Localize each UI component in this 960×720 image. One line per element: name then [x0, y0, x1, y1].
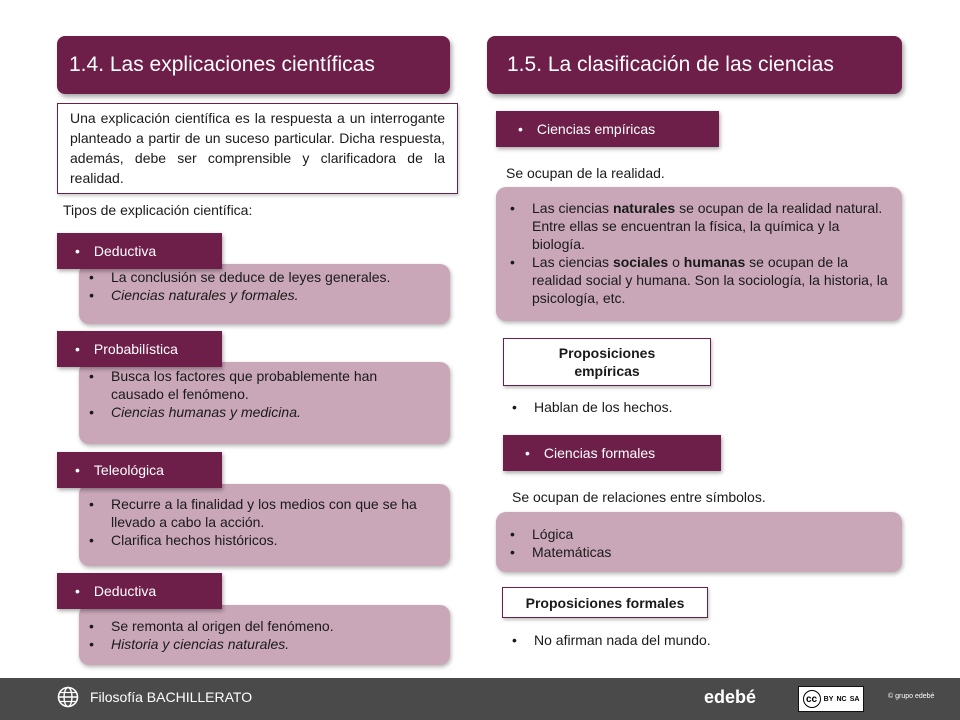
types-label: Tipos de explicación científica:	[63, 202, 253, 218]
tab-ciencias-formales	[503, 435, 721, 471]
tab-deductiva-1	[57, 233, 222, 269]
card-bullet: • Clarifica hechos históricos.	[79, 531, 442, 549]
formal-card	[496, 512, 902, 572]
tab-label: Deductiva	[93, 583, 157, 599]
card-bullet: • Busca los factores que probablemente han causado el fenómeno.	[79, 367, 442, 403]
tab-label: Deductiva	[93, 243, 157, 259]
formal-item: • Lógica	[500, 525, 888, 543]
sa-icon: SA	[849, 695, 860, 703]
tab-label: Ciencias empíricas	[536, 121, 656, 137]
card-bullet: • Ciencias humanas y medicina.	[79, 403, 442, 421]
by-icon: BY	[823, 695, 834, 703]
empirical-card	[496, 187, 902, 321]
bullet-icon: •	[75, 462, 80, 478]
bullet-icon: •	[525, 445, 530, 461]
tab-label: Teleológica	[93, 462, 164, 478]
formal-item: • Matemáticas	[500, 543, 888, 561]
bold-term: humanas	[683, 254, 746, 270]
brand-logo: edebé	[704, 687, 757, 707]
section-title-text: 1.4. Las explicaciones científicas	[69, 53, 375, 76]
tab-probabilistica	[57, 331, 222, 367]
card-bullet: • Se remonta al origen del fenómeno.	[79, 617, 442, 635]
definition-box	[57, 103, 458, 194]
globe-icon	[57, 686, 79, 713]
card-bullet: • La conclusión se deduce de leyes generales.	[79, 268, 442, 286]
social-sciences-item	[500, 253, 888, 307]
explanation-card-1	[79, 264, 450, 324]
nc-icon: NC	[836, 695, 847, 703]
prop-bullet: • Hablan de los hechos.	[502, 399, 673, 415]
explanation-card-2	[79, 362, 450, 444]
bold-term: naturales	[612, 200, 676, 216]
empirical-prop-list	[502, 399, 673, 415]
proposiciones-empiricas-box	[503, 338, 711, 386]
formal-prop-list	[502, 632, 711, 648]
bullet-icon: •	[75, 583, 80, 599]
card-bullet: • Historia y ciencias naturales.	[79, 635, 442, 653]
explanation-card-3	[79, 484, 450, 566]
empirical-description: Se ocupan de la realidad.	[506, 165, 665, 181]
tab-deductiva-2	[57, 573, 222, 609]
footer-subject: Filosofía BACHILLERATO	[90, 689, 253, 705]
card-bullet: • Ciencias naturales y formales.	[79, 286, 442, 304]
proposiciones-formales-box	[502, 587, 708, 618]
section-title-clasificacion	[487, 36, 902, 94]
cc-license-badge	[798, 686, 864, 712]
prop-bullet: • No afirman nada del mundo.	[502, 632, 711, 648]
bullet-icon: •	[75, 243, 80, 259]
bold-term: sociales	[612, 254, 669, 270]
section-title-explicaciones	[57, 36, 450, 94]
tab-teleologica	[57, 452, 222, 488]
copyright-text: © grupo edebé	[888, 693, 935, 700]
bullet-icon: •	[518, 121, 523, 137]
prop-label: Proposiciones empíricas	[558, 345, 656, 379]
tab-label: Ciencias formales	[543, 445, 656, 461]
footer-bar	[0, 678, 960, 720]
explanation-card-4	[79, 605, 450, 665]
text: Las ciencias	[532, 200, 613, 216]
cc-icon: cc	[803, 690, 821, 708]
text: Las ciencias	[532, 254, 613, 270]
section-title-text: 1.5. La clasificación de las ciencias	[507, 53, 834, 76]
definition-text: Una explicación científica es la respuesta a un interrogante planteado a partir de un suceso particular. Dicha respuesta, además, debe ser comprensible y clarificadora de la realidad.	[70, 110, 445, 186]
card-bullet: • Recurre a la finalidad y los medios con que se ha llevado a cabo la acción.	[79, 495, 442, 531]
bullet-icon: •	[75, 341, 80, 357]
prop-label: Proposiciones formales	[525, 594, 685, 611]
formal-description: Se ocupan de relaciones entre símbolos.	[512, 489, 766, 505]
text: se ocupan de la realidad social y humana. Son la sociología, la historia, la psicología, etc.	[532, 254, 888, 306]
tab-label: Probabilística	[93, 341, 178, 357]
text: o	[668, 254, 684, 270]
natural-sciences-item	[500, 199, 888, 253]
tab-ciencias-empiricas	[496, 111, 719, 147]
text: se ocupan de la realidad natural. Entre ellas se encuentran la física, la química y la biología.	[532, 200, 883, 252]
